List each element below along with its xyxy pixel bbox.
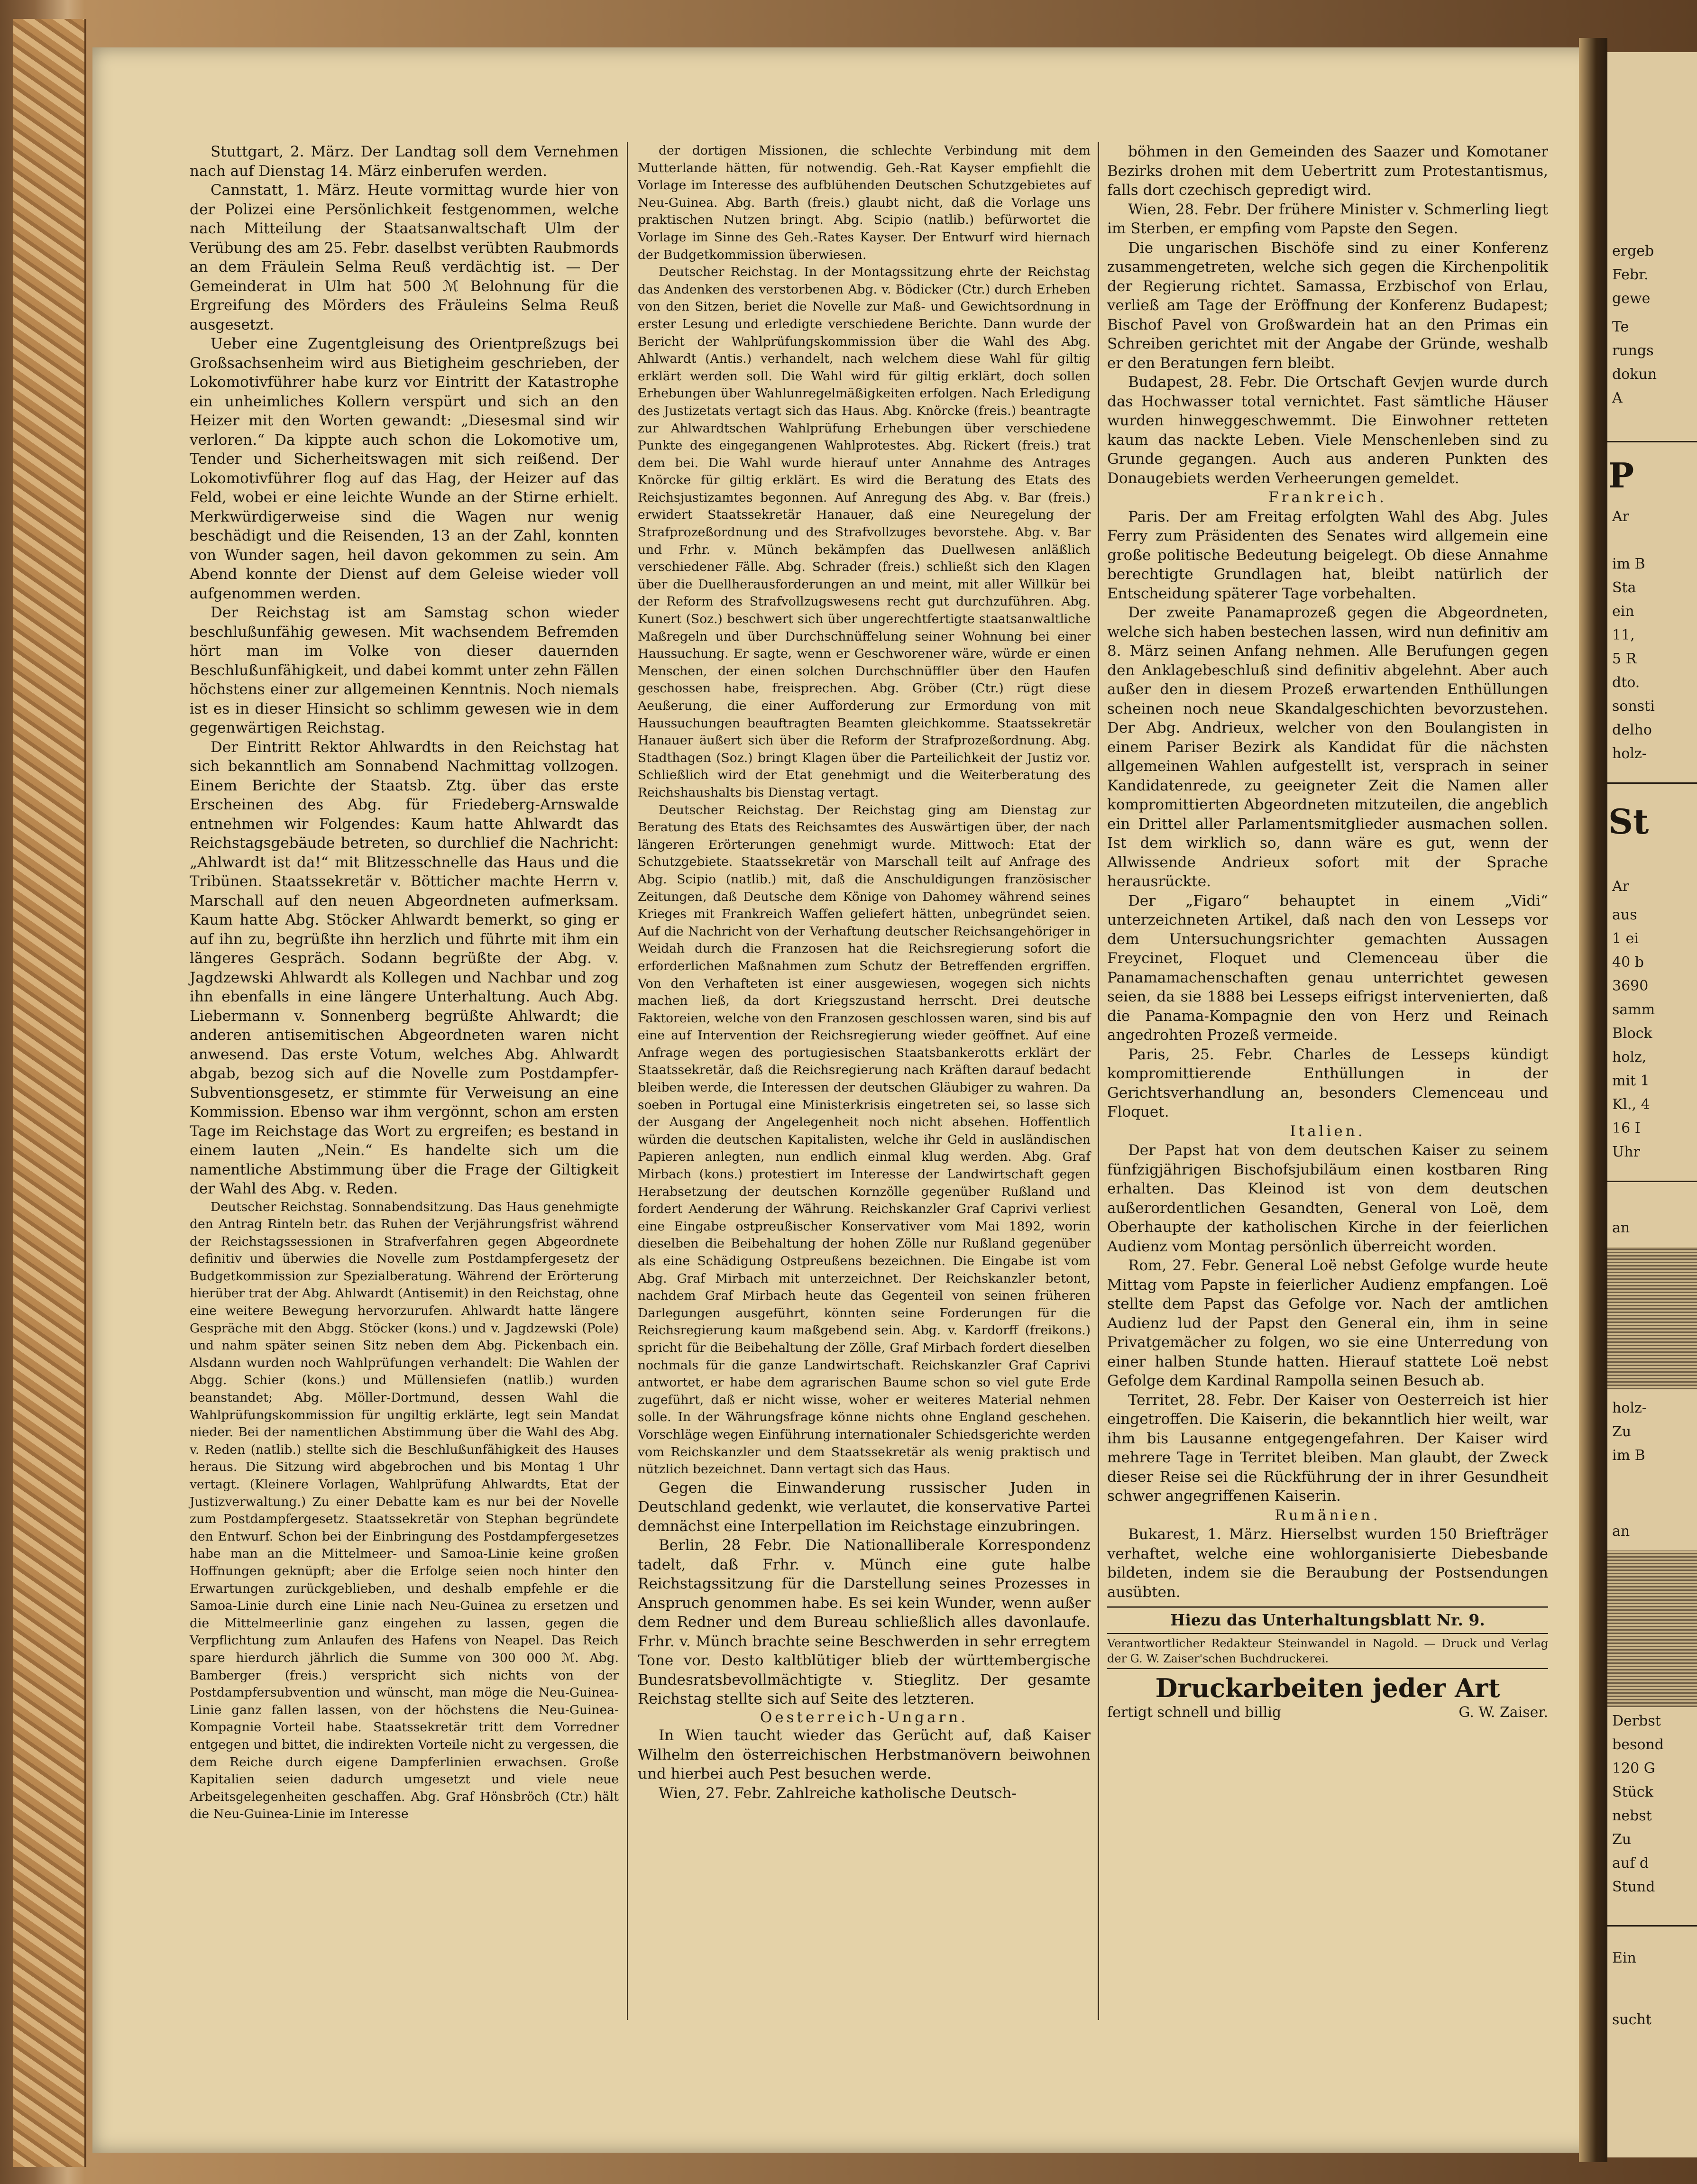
facing-page-fragment: ergeb	[1612, 243, 1654, 259]
section-heading: Italien.	[1290, 1122, 1366, 1140]
facing-page-fragment: 3690	[1612, 978, 1649, 994]
book-gutter	[1579, 38, 1607, 2162]
footer-block	[1107, 1606, 1548, 1722]
facing-page-fragment: holz-	[1612, 745, 1647, 762]
facing-page-fragment: Stund	[1612, 1879, 1655, 1895]
section-heading: Oesterreich-Ungarn.	[760, 1708, 969, 1726]
facing-page-fragment: dto.	[1612, 674, 1640, 691]
facing-page-fragment: Ein	[1612, 1950, 1636, 1966]
facing-page-fragment: sucht	[1612, 2011, 1651, 2028]
marbled-book-edge	[13, 19, 86, 2167]
paragraph: böhmen in den Gemeinden des Saazer und Komotaner Bezirks drohen mit dem Uebertritt zum Protestantismus, falls dort czechisch gepredigt wird.	[1107, 143, 1548, 199]
facing-page-fragment: samm	[1612, 1001, 1655, 1018]
facing-page-fragment: Block	[1612, 1025, 1652, 1042]
paragraph: Der Eintritt Rektor Ahlwardts in den Reichstag hat sich bekanntlich am Sonnabend Nachmittag vollzogen. Einem Berichte der Staatsb. Ztg. über das erste Erscheinen des Abg. für Friedeberg-Arnswalde entnehmen wir Folgendes: Kaum hatte Ahlwardt das Reichstagsgebäude betreten, so durchlief die Nachricht: „Ahlwardt ist da!“ mit Blitzesschnelle das Haus und die Tribünen. Staatssekretär v. Bötticher machte Herrn v. Marschall auf den neuen Abgeordneten aufmerksam. Kaum hatte Abg. Stöcker Ahlwardt bemerkt, so ging er auf ihn zu, begrüßte ihn herzlich und führte mit ihm ein längeres Gespräch. Sodann begrüßte der Abg. v. Jagdzewski Ahlwardt als Kollegen und Nachbar und zog ihn ebenfalls in eine längere Unterhaltung. Auch Abg. Liebermann v. Sonnenberg begrüßte Ahlwardt; die anderen antisemitischen Abgeordneten waren nicht anwesend. Das erste Votum, welches Abg. Ahlwardt abgab, bezog sich auf die Novelle zum Postdampfer-Subventionsgesetz, er stimmte für Verweisung an eine Kommission. Ebenso war ihm vergönnt, schon am ersten Tage im Reichstage das Wort zu ergreifen; es bestand in einem lauten „Nein.“ Es handelte sich um die namentliche Abstimmung über die Frage der Giltigkeit der Wahl des Abg. v. Reden.	[190, 738, 619, 1197]
facing-page	[1607, 52, 1697, 2157]
facing-page-rule	[1607, 1181, 1697, 1182]
advertisement-line	[1107, 1703, 1548, 1723]
facing-page-fragment: an	[1612, 1523, 1630, 1540]
facing-page-fragment: delho	[1612, 722, 1652, 738]
facing-page-fragment: Ar	[1612, 508, 1630, 525]
facing-page-fragment: im B	[1612, 1447, 1645, 1464]
facing-page-fragment: mit 1	[1612, 1073, 1650, 1089]
column-2	[638, 142, 1091, 1803]
paragraph: der dortigen Missionen, die schlechte Verbindung mit dem Mutterlande hätten, für notwendig. Geh.-Rat Kayser empfiehlt die Vorlage im Interesse des aufblühenden Deutschen Schutzgebietes auf Neu-Guinea. Abg. Barth (freis.) glaubt nicht, daß die Vorlage uns praktischen Nutzen bringt. Abg. Scipio (natlib.) befürwortet die Vorlage im Sinne des Geh.-Rates Kayser. Der Entwurf wird hiernach der Budgetkommission überwiesen.	[638, 143, 1091, 262]
paragraph: Der zweite Panamaprozeß gegen die Abgeordneten, welche sich haben bestechen lassen, wird nun definitiv am 8. März seinen Anfang nehmen. Alle Berufungen gegen den Anklagebeschluß sind definitiv abgelehnt. Aber auch außer den in diesem Prozeß erwartenden Enthüllungen scheinen noch neue Skandalgeschichten bevorzustehen. Der Abg. Andrieux, welcher von den Boulangisten in einem Pariser Bezirk als Kandidat für die nächsten allgemeinen Wahlen aufgestellt ist, versprach in seiner Kandidatenrede, zu geeigneter Zeit die Namen aller kompromittierten Abgeordneten mitzuteilen, die angeblich ein Drittel aller Parlamentsmitglieder ausmachen sollen. Ist dem wirklich so, dann wäre es gut, wenn der Allwissende Andrieux sofort mit der Sprache herausrückte.	[1107, 604, 1548, 890]
paragraph: Wien, 28. Febr. Der frühere Minister v. Schmerling liegt im Sterben, er empfing vom Papste den Segen.	[1107, 201, 1548, 237]
paragraph: Deutscher Reichstag. Der Reichstag ging am Dienstag zur Beratung des Etats des Reichsamtes des Auswärtigen über, der nach längeren Erörterungen genehmigt wurde. Mittwoch: Etat der Schutzgebiete. Staatssekretär von Marschall teilt auf Anfrage des Abg. Scipio (natlib.) mit, daß die Anschuldigungen französischer Zeitungen, daß Deutsche dem Könige von Dahomey während seines Krieges mit Frankreich Waffen geliefert hätten, unbegründet seien. Auf die Nachricht von der Verhaftung deutscher Reichsangehöriger in Weidah durch die Franzosen hat die Reichsregierung sofort die erforderlichen Maßnahmen zum Schutz der Betreffenden ergriffen. Von den Verhafteten ist einer ausgewiesen, wogegen sich nichts machen ließ, da dort Kriegszustand herrscht. Drei deutsche Faktoreien, welche von den Franzosen geschlossen waren, sind bis auf eine auf Intervention der Reichsregierung wieder geöffnet. Auf eine Anfrage wegen des portugiesischen Staatsbankerotts erklärt der Staatssekretär, daß die Reichsregierung nach Kräften darauf bedacht bleiben werde, die Interessen der deutschen Gläubiger zu wahren. Da soeben in Portugal eine Ministerkrisis eingetreten sei, so lasse sich der Ausgang der Angelegenheit noch nicht absehen. Hoffentlich würden die deutschen Kapitalisten, welche ihr Geld in ausländischen Papieren anlegten, nun endlich einmal klug werden. Abg. Graf Mirbach (kons.) protestiert im Interesse der Landwirtschaft gegen Herabsetzung der deutschen Kornzölle gegenüber Rußland und fordert Aenderung der Währung. Reichskanzler Graf Caprivi verliest eine Eingabe ostpreußischer Konservativer vom Mai 1892, worin dieselben die Beibehaltung der hohen Zölle nur Rußland gegenüber als eine Schädigung Ostpreußens bezeichnen. Die Eingabe ist vom Abg. Graf Mirbach mit unterzeichnet. Der Reichskanzler betont, nachdem Graf Mirbach heute das Gegenteil von seinen früheren Darlegungen ausgeführt, könnten seine Forderungen für die Reichsregierung kaum maßgebend sein. Abg. v. Kardorff (freikons.) spricht für die Beibehaltung der Zölle, Graf Mirbach fordert dieselben nochmals für die ganze Landwirtschaft. Reichskanzler Graf Caprivi antwortet, er habe dem agrarischen Baume schon so viel gute Erde zugeführt, daß er nicht wisse, woher er weiteres Material nehmen solle. In der Währungsfrage könne nichts ohne England geschehen. Vorschläge wegen Einführung internationaler Schiedsgerichte werden vom Reichskanzler und dem Staatssekretär als wenig praktisch und nützlich bezeichnet. Dann vertagt sich das Haus.	[638, 802, 1091, 1477]
paragraph: Berlin, 28 Febr. Die Nationalliberale Korrespondenz tadelt, daß Frhr. v. Münch eine gute halbe Reichstagssitzung für die Darstellung seines Prozesses in Anspruch genommen habe. Es sei kein Wunder, wenn außer dem Redner und dem Bureau schließlich alles davonlaufe. Frhr. v. Münch brachte seine Beschwerden in sehr erregtem Tone vor. Desto kaltblütiger blieb der württembergische Bundesratsbevollmächtigte v. Stieglitz. Der gesamte Reichstag stellte sich auf Seite des letzteren.	[638, 1537, 1091, 1708]
advertisement-title: Druckarbeiten jeder Art	[1155, 1672, 1500, 1703]
facing-page-fragment: aus	[1612, 907, 1637, 923]
facing-page-fragment: besond	[1612, 1736, 1664, 1753]
reichstag-report: Deutscher Reichstag. Sonnabendsitzung. Das Haus genehmigte den Antrag Rinteln betr. das Ruhen der Verjährungsfrist während der Reichstagssessionen in Strafverfahren gegen Abgeordnete definitiv und überwies die Novelle zum Postdampfergesetz der Budgetkommission zur Spezialberatung. Während der Erörterung hierüber trat der Abg. Ahlwardt (Antisemit) in den Reichstag, ohne eine weitere Bewegung hervorzurufen. Ahlwardt hatte längere Gespräche mit den Abgg. Stöcker (kons.) und v. Jagdzewski (Pole) und nahm später seinen Sitz neben dem Abg. Pickenbach ein. Alsdann wurden noch Wahlprüfungen verhandelt: Die Wahlen der Abgg. Schier (kons.) und Müllensiefen (natlib.) wurden beanstandet; Abg. Möller-Dortmund, dessen Wahl die Wahlprüfungskommission für ungiltig erklärte, legt sein Mandat nieder. Bei der namentlichen Abstimmung über die Wahl des Abg. v. Reden (natlib.) stellte sich die Beschlußunfähigkeit des Hauses heraus. Die Sitzung wird abgebrochen und bis Montag 1 Uhr vertagt. (Kleinere Vorlagen, Wahlprüfung Ahlwardts, Etat der Justizverwaltung.) Zu einer Debatte kam es nur bei der Novelle zum Postdampfergesetz. Staatssekretär von Stephan begründete den Entwurf. Schon bei der Einbringung des Postdampfergesetzes habe man an die Mittelmeer- und Samoa-Linie keine großen Hoffnungen geknüpft; aber die Erfolge seien noch hinter den Erwartungen zurückgeblieben, und deshalb empfehle er die Samoa-Linie durch eine Linie nach Neu-Guinea zu ersetzen und die Mittelmeerlinie ganz eingehen zu lassen, gegen die Verpflichtung zum Anlaufen des Hafens von Neapel. Das Reich spare hierdurch jährlich die Summe von 300 000 ℳ. Abg. Bamberger (freis.) verspricht sich nichts von der Postdampfersubvention und wünscht, man möge die Neu-Guinea-Linie ganz fallen lassen, von der höchstens die Neu-Guinea-Kompagnie Vorteil habe. Staatssekretär tritt dem Vorredner entgegen und bittet, die indirekten Vorteile nicht zu vergessen, die dem Reiche durch eigene Dampferlinien erwachsen. Große Kapitalien seien dadurch umgesetzt und viele neue Arbeitsgelegenheiten geschaffen. Abg. Graf Hönsbröch (Ctr.) hält die Neu-Guinea-Linie im Interesse	[190, 1199, 619, 1822]
facing-page-fragment: 40 b	[1612, 954, 1644, 971]
paragraph: Paris. Der am Freitag erfolgten Wahl des Abg. Jules Ferry zum Präsidenten des Senates wird allgemein eine große politische Bedeutung beigelegt. Ob diese Annahme berechtigte Grundlagen hat, bleibt natürlich der Entscheidung späterer Tage vorbehalten.	[1107, 508, 1548, 602]
facing-page-fragment: im B	[1612, 556, 1645, 572]
paragraph: Rom, 27. Febr. General Loë nebst Gefolge wurde heute Mittag vom Papste in feierlicher Audienz empfangen. Loë stellte dem Papst das Gefolge vor. Nach der amtlichen Audienz lud der Papst den General ein, ihm in seine Privatgemächer zu folgen, wo sie eine Unterredung von einer halben Stunde hatten. Hierauf stattete Loë nebst Gefolge dem Kardinal Rampolla seinen Besuch ab.	[1107, 1257, 1548, 1389]
paragraph: Ueber eine Zugentgleisung des Orientpreßzugs bei Großsachsenheim wird aus Bietigheim geschrieben, der Lokomotivführer habe kurz vor Eintritt der Katastrophe ein unheimliches Kollern verspürt und sich an den Heizer mit den Worten gewandt: „Diesesmal sind wir verloren.“ Da kippte auch schon die Lokomotive um, Tender und Sicherheitswagen mit sich reißend. Der Lokomotivführer flog auf das Hag, der Heizer auf das Feld, wobei er eine leichte Wunde an der Stirne erhielt. Merkwürdigerweise sind die Wagen nur wenig beschädigt und die Reisenden, 13 an der Zahl, konnten von Wunder sagen, heil davon gekommen zu sein. Am Abend konnte der Dienst auf dem Geleise wieder voll aufgenommen werden.	[190, 335, 619, 602]
facing-page-fragment: Derbst	[1612, 1713, 1661, 1729]
facing-page-fragment: rungs	[1612, 342, 1654, 359]
advertisement-printer: G. W. Zaiser.	[1459, 1704, 1548, 1721]
section-heading: Frankreich.	[1268, 489, 1387, 506]
supplement-note: Hiezu das Unterhaltungsblatt Nr. 9.	[1107, 1611, 1548, 1634]
facing-page-heading: St	[1608, 801, 1649, 842]
facing-page-fragment: Te	[1612, 319, 1629, 335]
paragraph: Stuttgart, 2. März. Der Landtag soll dem Vernehmen nach auf Dienstag 14. März einberufen werden.	[190, 143, 619, 180]
facing-page-fragment: Uhr	[1612, 1144, 1640, 1160]
paragraph: Territet, 28. Febr. Der Kaiser von Oesterreich ist hier eingetroffen. Die Kaiserin, die bekanntlich hier weilt, war ihm bis Lausanne entgegengefahren. Der Kaiser wird mehrere Tage in Territet bleiben. Man glaubt, der Zweck dieser Reise sei die Rückführung der in ihrer Gesundheit schwer angegriffenen Kaiserin.	[1107, 1391, 1548, 1505]
paragraph: Paris, 25. Febr. Charles de Lesseps kündigt kompromittierende Enthüllungen in der Gerichtsverhandlung an, besonders Clemenceau und Floquet.	[1107, 1046, 1548, 1120]
facing-page-fragment: holz-	[1612, 1400, 1647, 1416]
column-1	[190, 142, 619, 1823]
imprint: Verantwortlicher Redakteur Steinwandel in Nagold. — Druck und Verlag der G. W. Zaiser'schen Buchdruckerei.	[1107, 1634, 1548, 1669]
facing-page-fragment: gewe	[1612, 290, 1651, 307]
facing-page-heading: P	[1608, 455, 1634, 496]
section-heading: Rumänien.	[1275, 1506, 1381, 1524]
column-3	[1107, 142, 1548, 1722]
advertisement-text: fertigt schnell und billig	[1107, 1704, 1282, 1721]
paragraph: Die ungarischen Bischöfe sind zu einer Konferenz zusammengetreten, welche sich gegen die Kirchenpolitik der Regierung richtet. Samassa, Erzbischof von Erlau, verließ am Tage der Eröffnung der Konferenz Budapest; Bischof Pavel von Großwardein hat an den Primas ein Schreiben gerichtet mit der Angabe der Gründe, weshalb er den Beratungen fern bleibt.	[1107, 239, 1548, 372]
facing-page-fragment: holz,	[1612, 1049, 1647, 1065]
facing-page-fragment: 120 G	[1612, 1760, 1655, 1777]
facing-page-rule	[1607, 441, 1697, 442]
facing-page-illustration	[1607, 1551, 1697, 1707]
facing-page-fragment: ein	[1612, 603, 1634, 620]
facing-page-illustration	[1607, 1247, 1697, 1389]
facing-page-fragment: 11,	[1612, 627, 1635, 643]
facing-page-fragment: 5 R	[1612, 651, 1637, 667]
column-rule	[1098, 142, 1099, 2020]
facing-page-fragment: 16 I	[1612, 1120, 1641, 1137]
paragraph: Der „Figaro“ behauptet in einem „Vidi“ unterzeichneten Artikel, daß nach den von Lesseps vor dem Untersuchungsrichter gemachten Aussagen Freycinet, Floquet und Clemenceau über die Panamamachenschaften genau unterrichtet gewesen seien, da sie 1888 bei Lesseps eifrigst intervenierten, daß die Panama-Kompagnie den von Herz und Reinach angedrohten Prozeß vermeide.	[1107, 892, 1548, 1044]
facing-page-fragment: sonsti	[1612, 698, 1655, 715]
facing-page-fragment: Sta	[1612, 579, 1636, 596]
paragraph: Deutscher Reichstag. In der Montagssitzung ehrte der Reichstag das Andenken des verstorbenen Abg. v. Bödicker (Ctr.) durch Erheben von den Sitzen, beriet die Novelle zur Maß- und Gewichtsordnung in erster Lesung und erledigte verschiedene Berichte. Dann wurde der Bericht der Wahlprüfungskommission über die Wahl des Abg. Ahlwardt (Antis.) verhandelt, nach welchem diese Wahl für giltig erklärt werden soll. Die Wahl wird für giltig erklärt, doch sollen Erhebungen über Wahlunregelmäßigkeiten erfolgen. Nach Erledigung des Justizetats vertagt sich das Haus. Abg. Knörcke (freis.) beantragte zur Ahlwardtschen Wahlprüfung Erhebungen über verschiedene Punkte des eingegangenen Wahlprotestes. Abg. Rickert (freis.) trat dem bei. Die Wahl wurde hierauf unter Annahme des Antrages Knörcke für giltig erklärt. Es wird die Beratung des Etats des Reichsjustizamtes begonnen. Auf Anregung des Abg. v. Bar (freis.) erwidert Staatssekretär Hanauer, daß eine Neuregelung der Strafprozeßordnung und des Strafvollzuges bevorstehe. Abg. v. Bar und Frhr. v. Münch bekämpfen das Duellwesen anläßlich verschiedener Fälle. Abg. Schrader (freis.) schließt sich den Klagen über die Duellherausforderungen an und meint, mit aller Willkür bei der Reform des Strafvollzugswesens recht gut durchzuführen. Abg. Kunert (Soz.) beschwert sich über ungerechtfertigte staatsanwaltliche Maßregeln und über Durchschnüffelung seiner Wohnung bei einer Haussuchung. Er sagte, wenn er Geschworener wäre, würde er einen Menschen, der einen solchen Durchschnüffler über den Haufen geschossen habe, freisprechen. Abg. Gröber (Ctr.) rügt diese Aeußerung, die einer Aufforderung zur Ermordung von mit Haussuchungen beauftragten Beamten gleichkomme. Staatssekretär Hanauer äußert sich über die Reform der Strafprozeßordnung. Abg. Stadthagen (Soz.) bringt Klagen über die Parteilichkeit der Justiz vor. Schließlich wird der Etat genehmigt und die Weiterberatung des Reichshaushalts bis Dienstag vertagt.	[638, 265, 1091, 800]
paragraph: Der Reichstag ist am Samstag schon wieder beschlußunfähig gewesen. Mit wachsendem Befremden hört man im Volke von dieser dauernden Beschlußunfähigkeit, und dabei kommt unter zehn Fällen höchstens einer zur allgemeinen Kenntnis. Noch niemals ist es in dieser Hinsicht so schlimm gewesen wie in dem gegenwärtigen Reichstag.	[190, 604, 619, 736]
facing-page-fragment: A	[1612, 390, 1623, 406]
facing-page-fragment: nebst	[1612, 1808, 1652, 1824]
facing-page-fragment: 1 ei	[1612, 930, 1639, 947]
facing-page-fragment: Stück	[1612, 1784, 1653, 1800]
paragraph: Budapest, 28. Febr. Die Ortschaft Gevjen wurde durch das Hochwasser total vernichtet. Fast sämtliche Häuser wurden hinweggeschwemmt. Die Einwohner retteten kaum das nackte Leben. Viele Menschenleben sind zu Grunde gegangen. Auch aus anderen Punkten des Donaugebiets werden Verheerungen gemeldet.	[1107, 374, 1548, 487]
paragraph: Der Papst hat von dem deutschen Kaiser zu seinem fünfzigjährigen Bischofsjubiläum einen kostbaren Ring erhalten. Das Kleinod ist von dem deutschen außerordentlichen Gesandten, General von Loë, dem Oberhaupte der katholischen Kirche in der feierlichen Audienz vom Montag persönlich überreicht worden.	[1107, 1142, 1548, 1255]
paragraph: Bukarest, 1. März. Hierselbst wurden 150 Briefträger verhaftet, welche eine wohlorganisierte Diebesbande bildeten, indem sie die Beraubung der Postsendungen ausübten.	[1107, 1526, 1548, 1601]
paragraph: Wien, 27. Febr. Zahlreiche katholische Deutsch-	[659, 1784, 1017, 1802]
facing-page-fragment: an	[1612, 1220, 1630, 1236]
facing-page-fragment: Kl., 4	[1612, 1096, 1650, 1113]
column-rule	[627, 142, 628, 2020]
facing-page-fragment: auf d	[1612, 1855, 1649, 1872]
paragraph: Gegen die Einwanderung russischer Juden in Deutschland gedenkt, wie verlautet, die konservative Partei demnächst eine Interpellation im Reichstage einzubringen.	[638, 1479, 1091, 1535]
facing-page-fragment: Ar	[1612, 878, 1630, 895]
paragraph: In Wien taucht wieder das Gerücht auf, daß Kaiser Wilhelm den österreichischen Herbstmanövern beiwohnen und hierbei auch Pest besuchen werde.	[638, 1727, 1091, 1783]
facing-page-rule	[1607, 782, 1697, 784]
facing-page-fragment: dokun	[1612, 366, 1657, 383]
facing-page-rule	[1607, 1925, 1697, 1927]
facing-page-fragment: Zu	[1612, 1423, 1632, 1440]
facing-page-fragment: Febr.	[1612, 266, 1649, 283]
paragraph: Cannstatt, 1. März. Heute vormittag wurde hier von der Polizei eine Persönlichkeit festgenommen, welche nach Mitteilung der Staatsanwaltschaft Ulm der Verübung des am 25. Febr. daselbst verübten Raubmords an dem Fräulein Selma Reuß verdächtig ist. — Der Gemeinderat in Ulm hat 500 ℳ Belohnung für die Ergreifung des Mörders des Fräuleins Selma Reuß ausgesetzt.	[190, 182, 619, 333]
facing-page-fragment: Zu	[1612, 1831, 1632, 1848]
